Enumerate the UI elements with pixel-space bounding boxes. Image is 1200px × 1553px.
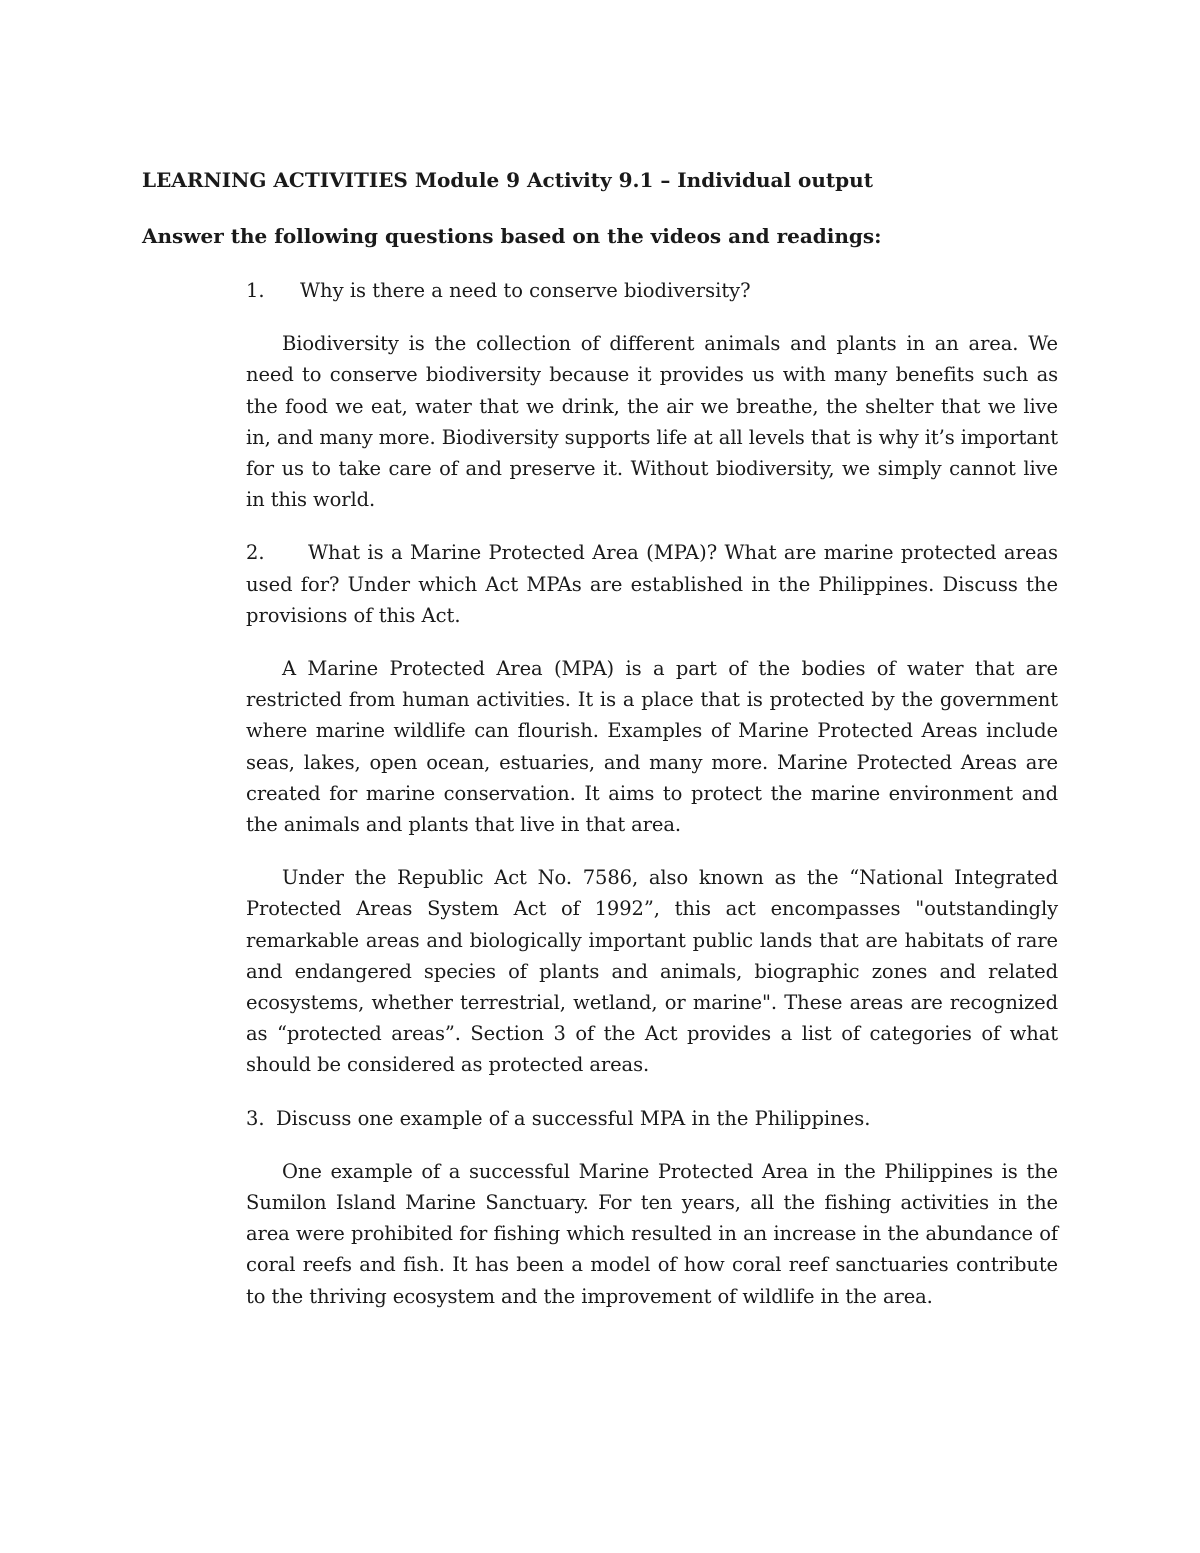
question-3-text: Discuss one example of a successful MPA in the Philippines. xyxy=(276,1106,871,1130)
document-title: LEARNING ACTIVITIES Module 9 Activity 9.1 – Individual output xyxy=(142,168,873,192)
question-2 xyxy=(246,537,1058,631)
answer-2-paragraph-2: Under the Republic Act No. 7586, also known as the “National Integrated Protected Areas System Act of 1992”, this act encompasses "outstandingly remarkable areas and biologically important public lands that are habitats of rare and endangered species of plants and animals, biographic zones and related ecosystems, whether terrestrial, wetland, or marine". These areas are recognized as “protected areas”. Section 3 of the Act provides a list of categories of what should be considered as protected areas. xyxy=(246,866,1058,1077)
question-2-number: 2. xyxy=(246,541,265,565)
question-2-text: What is a Marine Protected Area (MPA)? What are marine protected areas used for? Under which Act MPAs are established in the Philippines. Discuss the provisions of this Act. xyxy=(246,541,1058,627)
answer-3: One example of a successful Marine Protected Area in the Philippines is the Sumilon Island Marine Sanctuary. For ten years, all the fishing activities in the area were prohibited for fishing which resulted in an increase in the abundance of coral reefs and fish. It has been a model of how coral reef sanctuaries contribute to the thriving ecosystem and the improvement of wildlife in the area. xyxy=(246,1159,1058,1308)
questions-section xyxy=(246,275,1058,1334)
answer-1: Biodiversity is the collection of different animals and plants in an area. We need to conserve biodiversity because it provides us with many benefits such as the food we eat, water that we drink, the air we breathe, the shelter that we live in, and many more. Biodiversity supports life at all levels that is why it’s important for us to take care of and preserve it. Without biodiversity, we simply cannot live in this world. xyxy=(246,332,1058,512)
question-1-text: Why is there a need to conserve biodiversity? xyxy=(300,279,751,302)
question-1-number: 1. xyxy=(246,279,265,302)
question-1 xyxy=(246,275,1058,306)
question-3-number: 3. xyxy=(246,1106,265,1130)
question-3 xyxy=(246,1103,1058,1134)
answer-2-paragraph-1: A Marine Protected Area (MPA) is a part of the bodies of water that are restricted from human activities. It is a place that is protected by the government where marine wildlife can flourish. Examples of Marine Protected Areas include seas, lakes, open ocean, estuaries, and many more. Marine Protected Areas are created for marine conservation. It aims to protect the marine environment and the animals and plants that live in that area. xyxy=(246,657,1058,837)
instructions: Answer the following questions based on the videos and readings: xyxy=(142,224,882,248)
